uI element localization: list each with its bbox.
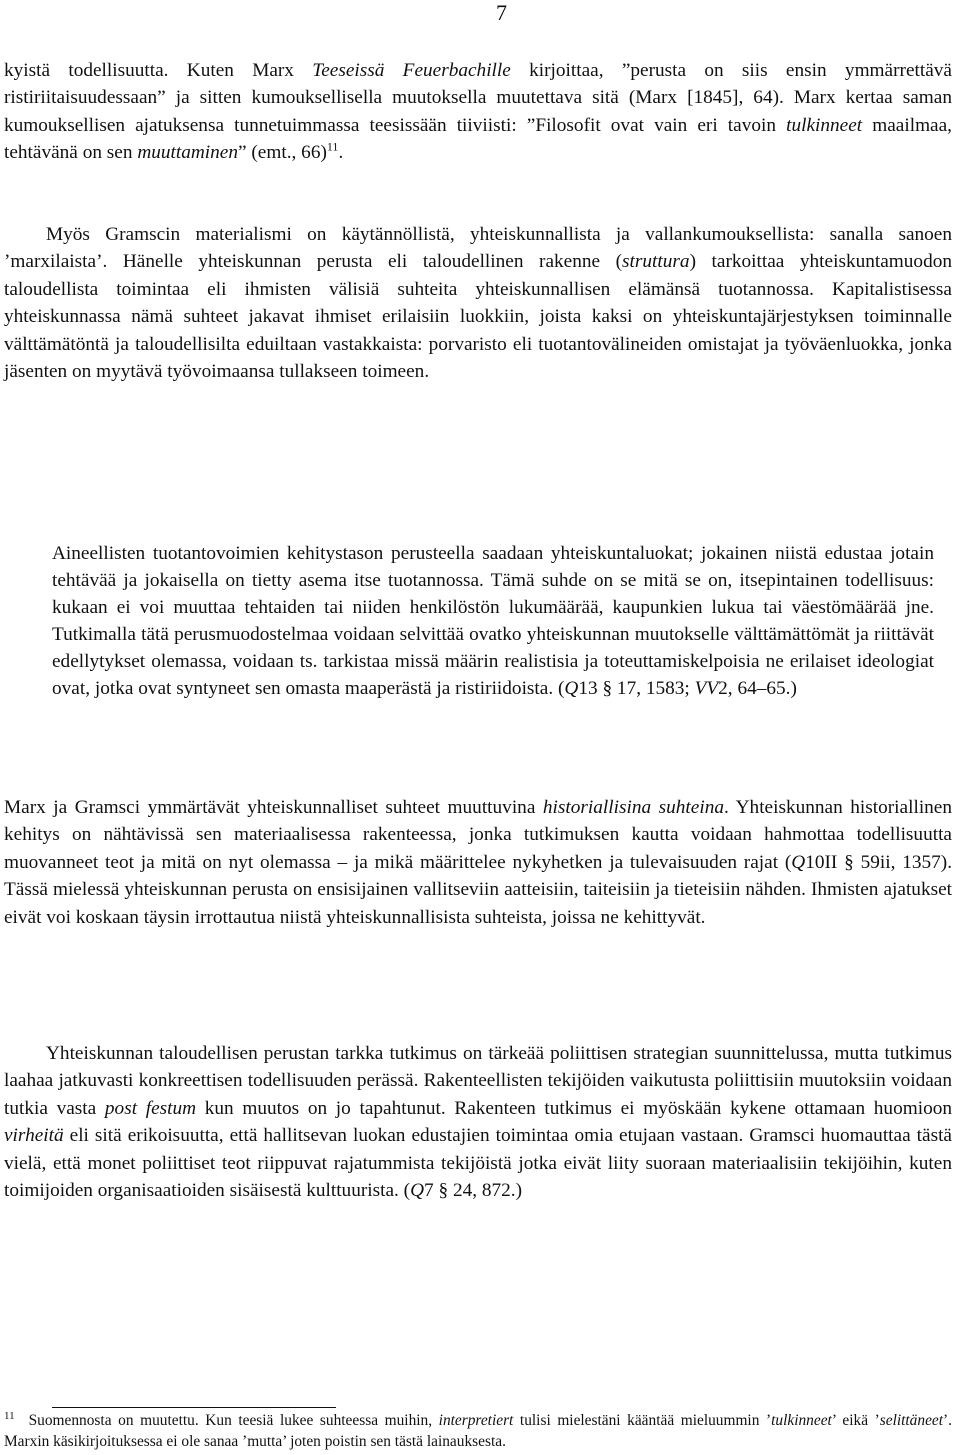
page-number-text: 7: [496, 0, 507, 25]
footnote-number: 11: [4, 1409, 15, 1422]
paragraph-1: kyistä todellisuutta. Kuten Marx Teeseissä Feuerbachille kirjoittaa, ”perusta on siis ensin ymmärrettävä ristiriitaisuudessaan” ja sitten kumouksellisella muutoksella muutettava sitä (Marx [1845], 64). Marx kertaa saman kumouksellisen ajatuksensa tunnetuimmassa teesissään tiiviisti: ”Filosofit ovat vain eri tavoin tulkinneet maailmaa, tehtävänä on sen muuttaminen” (emt., 66)$^{11}$.: [4, 60, 952, 164]
footnote: $^{11}$ Suomennosta on muutettu. Kun teesiä lukee suhteessa muihin, interpretiert tulisi mielestäni kääntää mieluummin ’tulkinneet’ eikä ’selittäneet’. Marxin käsikirjoituksessa ei ole sanaa ’mutta’ joten poistin sen tästä lainauksesta.: [4, 1409, 952, 1450]
footnote-divider: [52, 1407, 336, 1408]
block-quote: Aineellisten tuotantovoimien kehitystason perusteella saadaan yhteiskuntaluokat; jokainen niistä edustaa jotain tehtävää ja jokaisella on tietty asema itse tuotannossa. Tämä suhde on se mitä se on, itsepintainen todellisuus: kukaan ei voi muuttaa tehtaiden tai niiden henkilöstön lukumäärää, kaupunkien lukua tai väestömäärää jne. Tutkimalla tätä perusmuodostelmaa voidaan selvittää ovatko yhteiskunnan muutokselle välttämättömät ja riittävät edellytykset olemassa, voidaan ts. tarkistaa missä määrin realistisia ja toteuttamiskelpoisia ne erilaiset ideologiat ovat, jotka ovat syntyneet sen omasta maaperästä ja ristiriidoista. (Q13 § 17, 1583; VV2, 64–65.): [52, 543, 934, 700]
footnote-reference: 11: [326, 139, 339, 154]
paragraph-4: Yhteiskunnan taloudellisen perustan tarkka tutkimus on tärkeää poliittisen strategian suunnittelussa, mutta tutkimus laahaa jatkuvasti konkreettisen todellisuuden perässä. Rakenteellisten tekijöiden vaikutusta poliittisiin muutoksiin voidaan tutkia vasta post festum kun muutos on jo tapahtunut. Rakenteen tutkimus ei myöskään kykene ottamaan huomioon virheitä eli sitä erikoisuutta, että hallitsevan luokan edustajien toimintaa omia etujaan vastaan. Gramsci huomauttaa tästä vielä, että monet poliittiset teot riippuvat rajatummista tekijöistä jotka eivät liity suoraan materiaalisiin tekijöihin, kuten toimijoiden organisaatioiden sisäisestä kulttuurista. (Q7 § 24, 872.): [4, 1043, 952, 1202]
paragraph-3: Marx ja Gramsci ymmärtävät yhteiskunnalliset suhteet muuttuvina historiallisina suhteina. Yhteiskunnan historiallinen kehitys on nähtävissä sen materiaalisessa rakenteessa, jonka tutkimuksen kautta voidaan hahmottaa todellisuutta muovanneet teot ja mitä on nyt olemassa – ja mikä määrittelee nykyhetken ja tulevaisuuden rajat (Q10II § 59ii, 1357). Tässä mielessä yhteiskunnan perusta on ensisijainen vallitseviin aatteisiin, taiteisiin ja tieteisiin nähden. Ihmisten ajatukset eivät voi koskaan täysin irrottautua niistä yhteiskunnallisista suhteista, joissa ne kehittyvät.: [4, 797, 953, 928]
paragraph-2: Myös Gramscin materialismi on käytännöllistä, yhteiskunnallista ja vallankumouksellista: sanalla sanoen ’marxilaista’. Hänelle yhteiskunnan perusta eli taloudellinen rakenne (struttura) tarkoittaa yhteiskuntamuodon taloudellista toimintaa eli ihmisten välisiä suhteita yhteiskunnallisen elämänsä tuotannossa. Kapitalistisessa yhteiskunnassa nämä suhteet jakavat ihmiset erilaisiin luokkiin, joista kaksi on yhteiskuntajärjestyksen toiminnalle välttämätöntä ja taloudellisilta eduiltaan vastakkaista: porvaristo eli tuotantovälineiden omistajat ja työväenluokka, jonka jäsenten on myytävä työvoimaansa tullakseen toimeen.: [4, 224, 952, 383]
